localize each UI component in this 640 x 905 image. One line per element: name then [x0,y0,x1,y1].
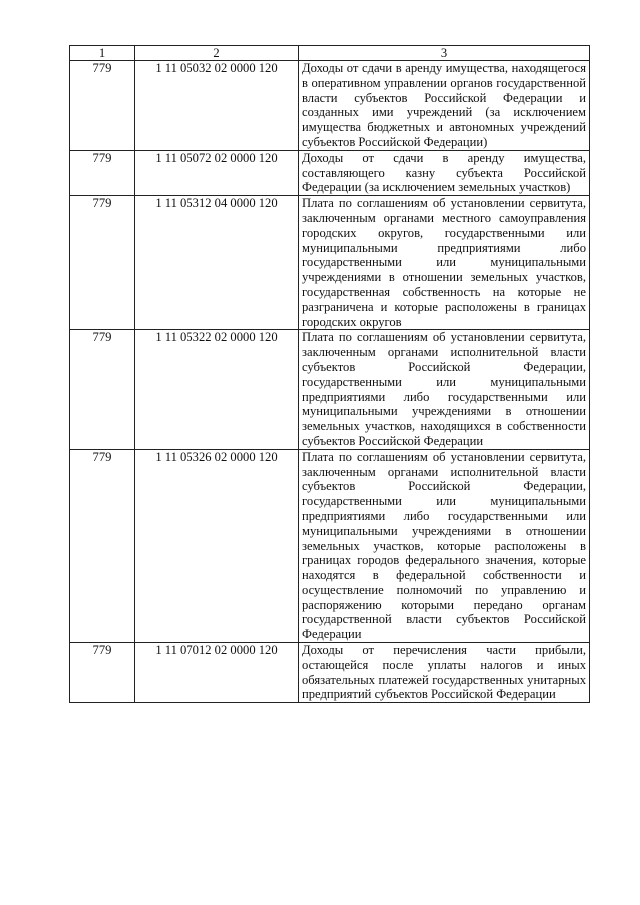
revenue-code-cell: 1 11 05032 02 0000 120 [135,61,299,151]
column-header-1: 1 [70,46,135,61]
table-row [70,196,590,330]
revenue-code-cell: 1 11 05312 04 0000 120 [135,196,299,330]
revenue-description-cell: Доходы от сдачи в аренду имущества, находящегося в оперативном управлении органов государственной власти субъектов Российской Федерации и созданных ими учреждений (за исключением имущества бюджетных и автономных учреждений субъектов Российской Федерации) [299,61,590,151]
table-row [70,449,590,642]
revenue-code-cell: 1 11 05322 02 0000 120 [135,330,299,449]
revenue-code-cell: 1 11 05326 02 0000 120 [135,449,299,642]
admin-code-cell: 779 [70,61,135,151]
revenue-description-cell: Доходы от перечисления части прибыли, остающейся после уплаты налогов и иных обязательных платежей государственных унитарных предприятий субъектов Российской Федерации [299,643,590,703]
revenue-description-cell: Плата по соглашениям об установлении сервитута, заключенным органами исполнительной власти субъектов Российской Федерации, государственными или муниципальными предприятиями либо государственными или муниципальными учреждениями в отношении земельных участков, которые расположены в границах городов федерального значения, которые находятся в федеральной собственности и осуществление полномочий по управлению и распоряжению которыми передано органам государственной власти субъектов Российской Федерации [299,449,590,642]
table-row [70,61,590,151]
table-row [70,330,590,449]
column-header-2: 2 [135,46,299,61]
revenue-description-cell: Плата по соглашениям об установлении сервитута, заключенным органами исполнительной власти субъектов Российской Федерации, государственными или муниципальными предприятиями либо государственными или муниципальными учреждениями в отношении земельных участков, находящихся в собственности субъектов Российской Федерации [299,330,590,449]
admin-code-cell: 779 [70,449,135,642]
revenue-code-cell: 1 11 05072 02 0000 120 [135,150,299,195]
table-row [70,150,590,195]
admin-code-cell: 779 [70,150,135,195]
admin-code-cell: 779 [70,196,135,330]
revenue-description-cell: Плата по соглашениям об установлении сервитута, заключенным органами местного самоуправления городских округов, государственными или муниципальными предприятиями либо государственными или муниципальными учреждениями в отношении земельных участков, государственная собственность на которые не разграничена и которые расположены в границах городских округов [299,196,590,330]
table-row [70,643,590,703]
admin-code-cell: 779 [70,643,135,703]
admin-code-cell: 779 [70,330,135,449]
revenue-description-cell: Доходы от сдачи в аренду имущества, составляющего казну субъекта Российской Федерации (за исключением земельных участков) [299,150,590,195]
column-header-3: 3 [299,46,590,61]
table-header-row [70,46,590,61]
revenue-codes-table [69,45,590,703]
revenue-code-cell: 1 11 07012 02 0000 120 [135,643,299,703]
